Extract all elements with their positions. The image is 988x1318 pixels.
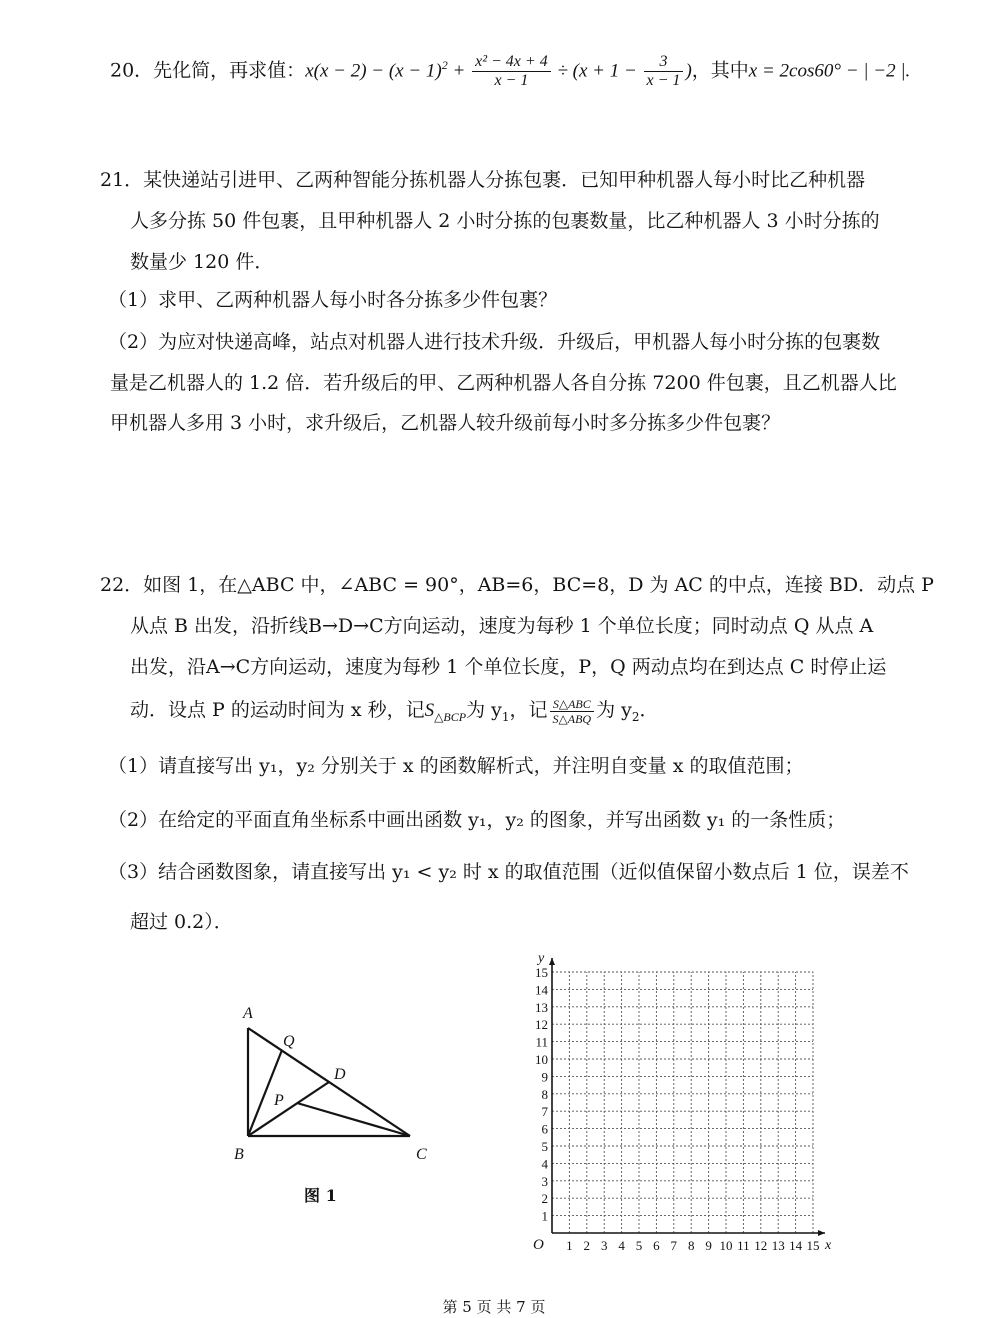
- q22-y1-subscript: 1: [501, 709, 510, 724]
- label-c: C: [416, 1146, 427, 1163]
- q20-fraction-1: [472, 53, 551, 90]
- x-tick-label: 9: [705, 1238, 712, 1252]
- y-tick-label: 15: [535, 965, 548, 980]
- q21-part-1: （1）求甲、乙两种机器人每小时各分拣多少件包裹？: [108, 289, 558, 311]
- x-tick-label: 13: [771, 1238, 785, 1252]
- q20-division: ÷ (x + 1 −: [552, 60, 642, 82]
- x-tick-label: 5: [635, 1238, 643, 1252]
- y-tick-label: 10: [535, 1052, 548, 1067]
- q21-line-1: 21．某快递站引进甲、乙两种智能分拣机器人分拣包裹．已知甲种机器人每小时比乙种机器: [100, 169, 866, 191]
- y-tick-label: 13: [535, 999, 548, 1015]
- x-axis-arrow: [818, 1230, 825, 1236]
- q22-part-2: （2）在给定的平面直角坐标系中画出函数 y₁，y₂ 的图象，并写出函数 y₁ 的一条性质；: [108, 809, 846, 831]
- segment-pc: [297, 1103, 410, 1136]
- q21-part-2-line-2: 量是乙机器人的 1.2 倍．若升级后的甲、乙两种机器人各自分拣 7200 件包裹，且乙机器人比: [110, 372, 897, 394]
- label-d: D: [334, 1066, 346, 1083]
- x-tick-label: 2: [583, 1238, 591, 1252]
- y-tick-label: 2: [541, 1191, 548, 1207]
- q20-fraction-2-numerator: 3: [644, 53, 684, 72]
- q22-line-4-c: ，记: [509, 699, 548, 721]
- q20-where-expression: x = 2cos60° − | −2 |.: [748, 60, 911, 82]
- q22-line-4-b: 为 y: [466, 699, 502, 721]
- label-q: Q: [283, 1033, 295, 1050]
- q22-line-4: [130, 694, 659, 733]
- x-axis-label: x: [825, 1238, 832, 1252]
- label-b: B: [234, 1146, 244, 1163]
- origin-label: O: [533, 1237, 544, 1252]
- y-tick-label: 12: [535, 1017, 548, 1033]
- y-tick-label: 6: [541, 1121, 548, 1137]
- q20-where-label: ，其中: [691, 59, 749, 82]
- q21-line-2: 人多分拣 50 件包裹，且甲种机器人 2 小时分拣的包裹数量，比乙种机器人 3 小时分拣的: [130, 210, 880, 232]
- q22-ratio-denominator: S△ABQ: [552, 711, 592, 726]
- x-tick-label: 14: [789, 1238, 803, 1252]
- q22-y2-subscript: 2: [631, 709, 640, 724]
- q22-area-subscript: △BCP: [434, 709, 467, 724]
- q22-part-3-line-1: （3）结合函数图象，请直接写出 y₁ < y₂ 时 x 的取值范围（近似值保留小数点后 1 位，误差不: [108, 861, 909, 883]
- label-p: P: [274, 1092, 284, 1109]
- y-tick-label: 9: [541, 1069, 548, 1085]
- y-tick-label: 4: [541, 1156, 548, 1172]
- q22-area-symbol: S: [424, 700, 435, 721]
- page-footer: 第 5 页 共 7 页: [442, 1298, 546, 1316]
- x-tick-label: 10: [719, 1238, 733, 1252]
- coordinate-grid: [515, 932, 845, 1252]
- y-axis-arrow: [549, 958, 555, 965]
- label-a: A: [243, 1005, 253, 1022]
- q22-line-4-a: 动．设点 P 的运动时间为 x 秒，记: [130, 699, 425, 721]
- x-tick-label: 4: [618, 1238, 625, 1252]
- q20-expr-a: x(x − 2) − (x − 1): [305, 60, 442, 82]
- q20-fraction-1-denominator: x − 1: [494, 71, 529, 89]
- q22-part-3-line-2: 超过 0.2）．: [130, 911, 233, 933]
- x-tick-label: 6: [653, 1238, 660, 1252]
- y-tick-label: 8: [541, 1086, 548, 1102]
- x-tick-label: 12: [754, 1238, 768, 1252]
- q21-part-2-line-3: 甲机器人多用 3 小时，求升级后，乙机器人较升级前每小时多分拣多少件包裹？: [110, 412, 781, 434]
- y-tick-label: 14: [535, 982, 548, 998]
- q22-line-1: 22．如图 1，在△ABC 中，∠ABC = 90°，AB=6，BC=8，D 为 AC 的中点，连接 BD．动点 P: [100, 574, 934, 596]
- y-tick-label: 3: [541, 1173, 548, 1189]
- y-tick-label: 11: [535, 1034, 548, 1050]
- x-tick-label: 1: [566, 1238, 573, 1252]
- q20-fraction-1-numerator: x² − 4x + 4: [472, 53, 551, 72]
- q22-line-3: 出发，沿A→C方向运动，速度为每秒 1 个单位长度，P，Q 两动点均在到达点 C 时停止运: [130, 656, 887, 678]
- figure-1-triangle: [200, 990, 460, 1210]
- q21-line-3: 数量少 120 件．: [130, 251, 274, 273]
- y-tick-label: 7: [541, 1104, 548, 1120]
- q20-close-paren: ): [685, 60, 692, 82]
- q22-part-1: （1）请直接写出 y₁，y₂ 分别关于 x 的函数解析式，并注明自变量 x 的取值范围；: [108, 755, 804, 777]
- q20-plus: +: [447, 60, 471, 82]
- figure-1-caption: 图 1: [304, 1186, 337, 1205]
- q20-fraction-2-denominator: x − 1: [646, 71, 681, 89]
- q20-square: 2: [441, 58, 448, 72]
- x-tick-label: 8: [687, 1238, 695, 1252]
- y-tick-label: 5: [541, 1139, 548, 1154]
- x-tick-label: 3: [600, 1238, 608, 1252]
- q22-line-2: 从点 B 出发，沿折线B→D→C方向运动，速度为每秒 1 个单位长度；同时动点 Q 从点 A: [130, 615, 874, 637]
- q22-ratio-numerator: S△ABC: [550, 697, 595, 712]
- y-tick-label: 1: [541, 1208, 548, 1224]
- q20-fraction-2: [644, 53, 684, 90]
- x-tick-label: 7: [670, 1238, 678, 1252]
- y-axis-label: y: [538, 951, 545, 966]
- q20-line: [110, 50, 910, 90]
- x-tick-label: 11: [737, 1238, 750, 1252]
- q22-line-4-d: 为 y: [596, 699, 632, 721]
- x-tick-label: 15: [806, 1238, 820, 1252]
- q22-line-4-e: ．: [639, 699, 659, 721]
- q21-part-2-line-1: （2）为应对快递高峰，站点对机器人进行技术升级．升级后，甲机器人每小时分拣的包裹数: [108, 331, 881, 353]
- q22-area-ratio: [550, 697, 595, 726]
- q20-prefix: 20．先化简，再求值：: [110, 59, 306, 82]
